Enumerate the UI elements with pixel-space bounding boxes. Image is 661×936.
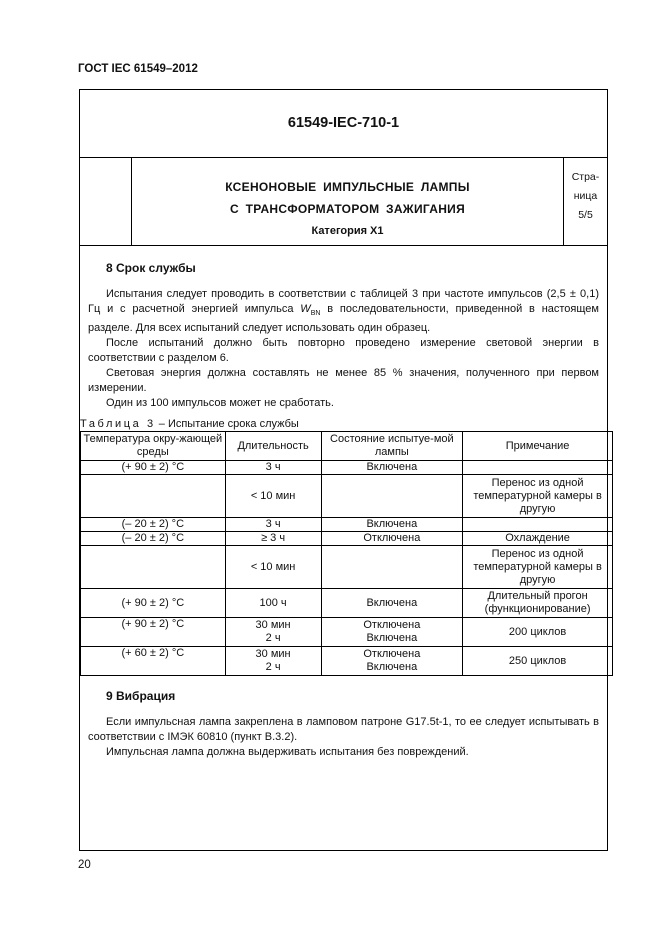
- cell-temperature: (+ 90 ± 2) °C: [81, 618, 226, 647]
- cell-duration: < 10 мин: [225, 546, 321, 589]
- section-8-paragraph-3: Световая энергия должна составлять не менее 85 % значения, полученного при первом измерении.: [88, 367, 599, 395]
- table-caption-label: Таблица 3: [80, 418, 156, 431]
- cell-duration-line-2: 2 ч: [265, 632, 281, 645]
- title-block: [80, 157, 607, 246]
- cell-lamp-state: Включена: [321, 518, 463, 532]
- document-header: ГОСТ IEC 61549–2012: [78, 63, 198, 75]
- table-caption-title: – Испытание срока службы: [155, 418, 299, 431]
- table-row: [81, 618, 613, 647]
- section-9-paragraph-1: Если импульсная лампа закреплена в ламповом патроне G17.5t-1, то ее следует испытывать в соответствии с IМЭК 60810 (пункт B.3.2).: [88, 716, 599, 744]
- cell-duration: [225, 618, 321, 647]
- title-blank-cell: [80, 157, 132, 245]
- cell-duration: [225, 647, 321, 676]
- table-row: [81, 518, 613, 532]
- cell-state-line-1: Отключена: [363, 619, 421, 632]
- w-symbol: W: [300, 303, 311, 315]
- cell-note: [463, 461, 613, 475]
- header-duration: Длительность: [225, 432, 321, 461]
- cell-lamp-state: [321, 546, 463, 589]
- cell-duration: ≥ 3 ч: [225, 532, 321, 546]
- sheet-id: 61549-IEC-710-1: [80, 90, 607, 158]
- section-8-paragraph-1: [88, 287, 599, 336]
- cell-state-line-1: Отключена: [363, 648, 421, 661]
- cell-lamp-state: Включена: [321, 589, 463, 618]
- header-lamp-state: Состояние испытуе-мой лампы: [321, 432, 463, 461]
- page-box: [564, 157, 607, 225]
- cell-temperature: (– 20 ± 2) °C: [81, 518, 226, 532]
- table-row: [81, 546, 613, 589]
- title-line-1: КСЕНОНОВЫЕ ИМПУЛЬСНЫЕ ЛАМПЫ: [225, 180, 470, 194]
- section-8-heading: 8 Срок службы: [106, 261, 196, 275]
- cell-temperature: [81, 475, 226, 518]
- page-number: 20: [78, 859, 91, 871]
- cell-note: [463, 518, 613, 532]
- table-header-row: [81, 432, 613, 461]
- cell-note: Охлаждение: [463, 532, 613, 546]
- page-box-value: 5/5: [578, 209, 593, 221]
- table-row: [81, 532, 613, 546]
- page-box-label-2: ница: [573, 190, 598, 202]
- cell-duration-line-2: 2 ч: [265, 661, 281, 674]
- section-8-p1-text-a: Испытания следует проводить в соответствии с таблицей 3 при частоте импульсов (2,5 ± 0,1) Гц и с расчетной энергией импульса: [88, 288, 599, 315]
- cell-duration-line-1: 30 мин: [255, 648, 291, 661]
- title-category: Категория X1: [311, 225, 384, 237]
- section-9-paragraph-2: Импульсная лампа должна выдерживать испытания без повреждений.: [106, 746, 469, 759]
- table-row: [81, 475, 613, 518]
- cell-note: Длительный прогон (функционирование): [463, 589, 613, 618]
- page-box-label-1: Стра-: [571, 171, 600, 183]
- cell-temperature: (+ 60 ± 2) °C: [81, 647, 226, 676]
- title-line-2: С ТРАНСФОРМАТОРОМ ЗАЖИГАНИЯ: [229, 202, 466, 216]
- header-temperature: Температура окру-жающей среды: [81, 432, 226, 461]
- section-8-paragraph-4: Один из 100 импульсов может не сработать.: [106, 397, 334, 410]
- section-8-paragraph-2: После испытаний должно быть повторно проведено измерение световой энергии в соответствии с разделом 6.: [88, 337, 599, 365]
- cell-lamp-state: [321, 618, 463, 647]
- cell-state-line-2: Включена: [366, 661, 418, 674]
- cell-duration: < 10 мин: [225, 475, 321, 518]
- section-9: [88, 689, 599, 760]
- cell-temperature: (+ 90 ± 2) °C: [81, 589, 226, 618]
- cell-temperature: (+ 90 ± 2) °C: [81, 461, 226, 475]
- title-cell: [132, 157, 564, 245]
- cell-lamp-state: Отключена: [321, 532, 463, 546]
- section-9-heading: 9 Вибрация: [106, 689, 176, 704]
- cell-note: 250 циклов: [463, 647, 613, 676]
- table-caption: [80, 418, 599, 431]
- table-row: [81, 647, 613, 676]
- cell-lamp-state: Включена: [321, 461, 463, 475]
- cell-duration: 3 ч: [225, 461, 321, 475]
- table-row: [81, 461, 613, 475]
- cell-note: 200 циклов: [463, 618, 613, 647]
- content: [80, 261, 602, 760]
- cell-duration: 100 ч: [225, 589, 321, 618]
- cell-duration: 3 ч: [225, 518, 321, 532]
- header-note: Примечание: [463, 432, 613, 461]
- cell-temperature: [81, 546, 226, 589]
- life-test-table: [80, 431, 613, 676]
- cell-temperature: (– 20 ± 2) °C: [81, 532, 226, 546]
- page-frame: [79, 89, 608, 851]
- w-subscript: BN: [310, 310, 321, 318]
- cell-lamp-state: [321, 647, 463, 676]
- cell-note: Перенос из одной температурной камеры в другую: [463, 546, 613, 589]
- cell-note: Перенос из одной температурной камеры в другую: [463, 475, 613, 518]
- cell-lamp-state: [321, 475, 463, 518]
- table-row: [81, 589, 613, 618]
- cell-duration-line-1: 30 мин: [255, 619, 291, 632]
- cell-state-line-2: Включена: [366, 632, 418, 645]
- section-8-p1-text-b: в последовательности, приведенной в настоящем разделе. Для всех испытаний следует использовать один образец.: [88, 303, 599, 335]
